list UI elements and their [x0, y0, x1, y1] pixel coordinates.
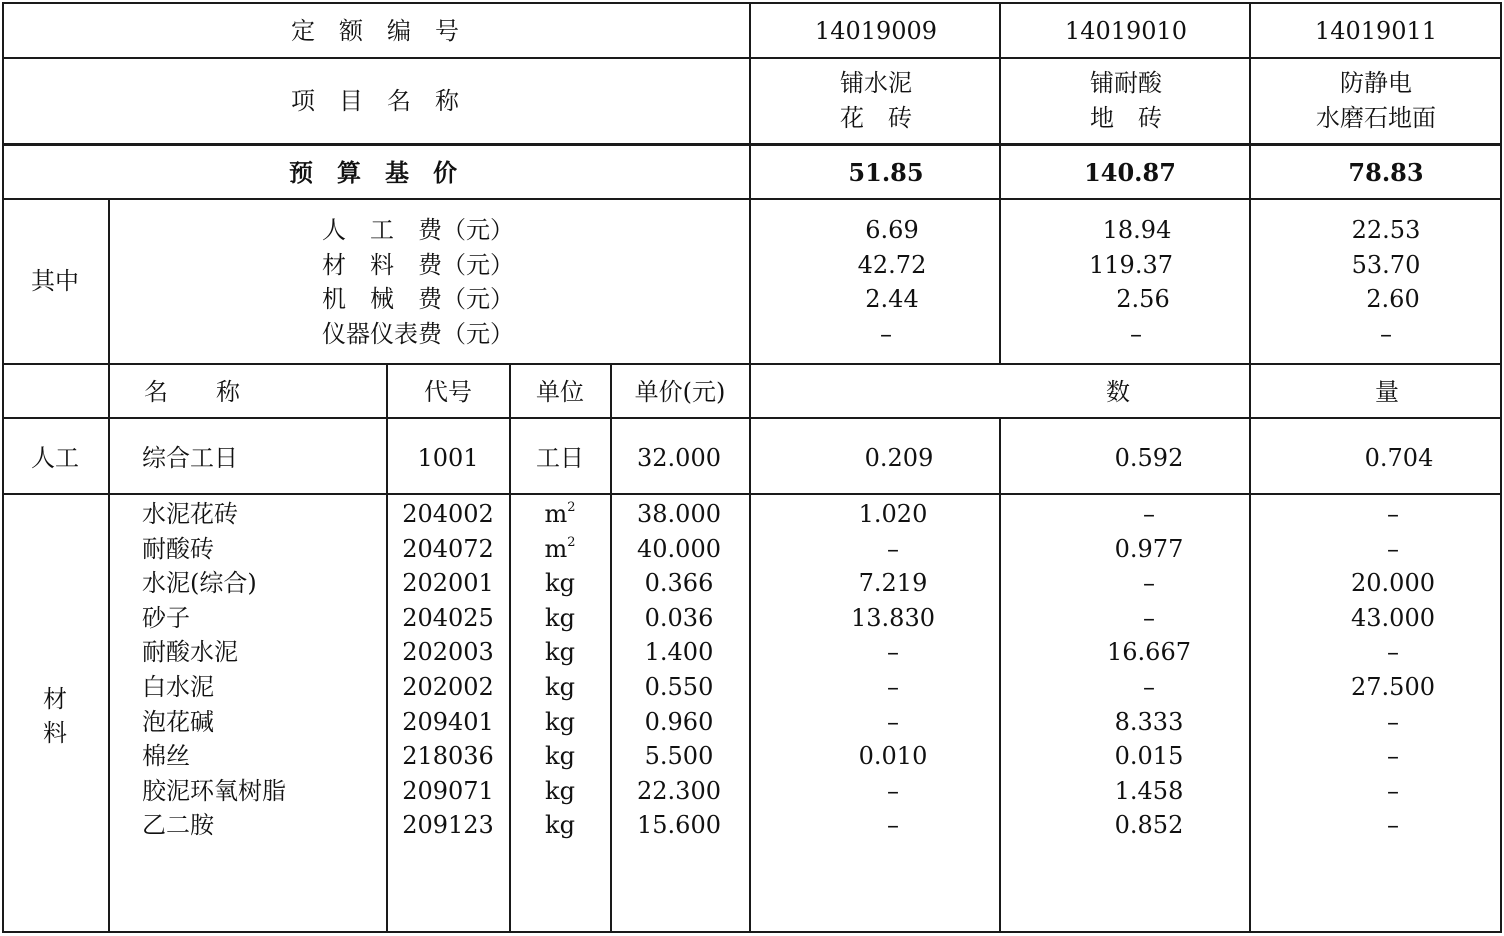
- material-qty-2: –: [1143, 604, 1155, 632]
- material-qty-1: 7.219: [858, 569, 928, 597]
- cost-2-labor: 18.94: [1102, 216, 1172, 244]
- rule-after-code: [2, 57, 1502, 59]
- material-name: 白水泥: [142, 673, 214, 701]
- material-price: 38.000: [637, 500, 721, 528]
- cost-1-labor: 6.69: [865, 216, 919, 244]
- material-price: 15.600: [637, 811, 721, 839]
- material-qty-3: 27.500: [1351, 673, 1435, 701]
- rule-top: [2, 2, 1502, 4]
- material-price: 5.500: [644, 742, 714, 770]
- rule-col1-col2b: [999, 417, 1001, 933]
- material-code: 204072: [402, 535, 494, 563]
- material-code: 202002: [402, 673, 494, 701]
- budget-base-3: 78.83: [1348, 158, 1424, 187]
- labor-code: 1001: [417, 444, 479, 472]
- budget-base-1: 51.85: [848, 158, 924, 187]
- rule-unit-price: [610, 363, 612, 933]
- material-name: 乙二胺: [142, 811, 214, 839]
- unit-base: m: [544, 535, 568, 563]
- cost-1-machine: 2.44: [865, 285, 919, 313]
- item-name-3a: 防静电: [1340, 69, 1412, 97]
- cost-3-labor: 22.53: [1351, 216, 1421, 244]
- labor-group: 人工: [31, 444, 79, 472]
- cost-label-material: 材 料 费（元）: [322, 251, 514, 279]
- rule-after-name: [2, 143, 1502, 146]
- material-unit: [544, 497, 575, 531]
- materials-group-1: 材: [43, 685, 67, 713]
- material-code: 218036: [402, 742, 494, 770]
- item-name-2b: 地 砖: [1090, 104, 1162, 132]
- material-code: 204002: [402, 500, 494, 528]
- material-unit: kg: [545, 777, 575, 805]
- subheader-qty-1: 数: [1106, 378, 1130, 406]
- material-qty-2: 0.977: [1114, 535, 1184, 563]
- cost-label-labor: 人 工 费（元）: [322, 216, 514, 244]
- material-unit: [544, 532, 575, 566]
- quota-no-label: 定 额 编 号: [291, 17, 459, 45]
- material-name: 砂子: [142, 604, 190, 632]
- rule-after-labor: [2, 493, 1502, 495]
- material-price: 0.036: [644, 604, 714, 632]
- material-code: 209401: [402, 708, 494, 736]
- material-qty-1: –: [887, 638, 899, 666]
- cost-label-instrument: 仪器仪表费（元）: [322, 320, 514, 348]
- material-unit: kg: [545, 569, 575, 597]
- rule-bottom: [2, 931, 1502, 933]
- material-unit: kg: [545, 604, 575, 632]
- cost-2-instrument: –: [1130, 320, 1142, 348]
- rule-col2-col3: [1249, 2, 1251, 933]
- material-name: 水泥(综合): [142, 569, 257, 597]
- cost-3-material: 53.70: [1351, 251, 1421, 279]
- rule-left: [2, 2, 4, 933]
- rule-after-budget: [2, 198, 1502, 200]
- quota-code-3: 14019011: [1314, 17, 1438, 45]
- material-code: 202003: [402, 638, 494, 666]
- rule-group: [108, 198, 110, 933]
- among-label: 其中: [31, 267, 79, 295]
- unit-exponent: 2: [567, 535, 576, 550]
- cost-2-material: 119.37: [1089, 251, 1173, 279]
- labor-qty-3: 0.704: [1364, 444, 1434, 472]
- rule-code-unit: [509, 363, 511, 933]
- quota-code-2: 14019010: [1064, 17, 1188, 45]
- cost-2-machine: 2.56: [1116, 285, 1170, 313]
- unit-exponent: 2: [567, 500, 576, 515]
- item-name-label: 项 目 名 称: [291, 87, 459, 115]
- material-code: 209123: [402, 811, 494, 839]
- material-price: 22.300: [637, 777, 721, 805]
- material-name: 胶泥环氧树脂: [142, 777, 286, 805]
- rule-after-subheader: [2, 417, 1502, 419]
- material-qty-1: –: [887, 673, 899, 701]
- rule-after-costs: [2, 363, 1502, 365]
- material-price: 0.960: [644, 708, 714, 736]
- material-qty-2: 0.015: [1114, 742, 1184, 770]
- quota-code-1: 14019009: [814, 17, 938, 45]
- material-qty-3: –: [1387, 708, 1399, 736]
- material-qty-3: –: [1387, 777, 1399, 805]
- material-qty-3: 43.000: [1351, 604, 1435, 632]
- budget-base-2: 140.87: [1084, 158, 1176, 187]
- rule-name-code: [386, 363, 388, 933]
- budget-base-label: 预 算 基 价: [289, 158, 457, 187]
- material-name: 耐酸水泥: [142, 638, 238, 666]
- material-price: 0.366: [644, 569, 714, 597]
- material-qty-2: 8.333: [1114, 708, 1184, 736]
- material-name: 泡花碱: [142, 708, 214, 736]
- materials-group-2: 料: [43, 719, 67, 747]
- cost-1-material: 42.72: [857, 251, 927, 279]
- material-qty-2: –: [1143, 673, 1155, 701]
- material-code: 204025: [402, 604, 494, 632]
- rule-col1-col2a: [999, 2, 1001, 363]
- material-price: 40.000: [637, 535, 721, 563]
- material-unit: kg: [545, 638, 575, 666]
- material-qty-1: –: [887, 708, 899, 736]
- labor-qty-1: 0.209: [864, 444, 934, 472]
- material-qty-3: –: [1387, 638, 1399, 666]
- material-price: 0.550: [644, 673, 714, 701]
- material-unit: kg: [545, 742, 575, 770]
- cost-1-instrument: –: [880, 320, 892, 348]
- subheader-name: 名 称: [144, 378, 240, 406]
- labor-price: 32.000: [637, 444, 721, 472]
- item-name-1a: 铺水泥: [840, 69, 912, 97]
- unit-base: m: [544, 500, 568, 528]
- material-name: 水泥花砖: [142, 500, 238, 528]
- material-qty-2: –: [1143, 500, 1155, 528]
- item-name-3b: 水磨石地面: [1316, 104, 1436, 132]
- material-code: 209071: [402, 777, 494, 805]
- material-unit: kg: [545, 811, 575, 839]
- material-qty-1: –: [887, 811, 899, 839]
- material-qty-3: 20.000: [1351, 569, 1435, 597]
- material-qty-1: 1.020: [858, 500, 928, 528]
- material-qty-1: –: [887, 777, 899, 805]
- item-name-2a: 铺耐酸: [1090, 69, 1162, 97]
- material-qty-1: 0.010: [858, 742, 928, 770]
- material-qty-3: –: [1387, 535, 1399, 563]
- material-qty-3: –: [1387, 500, 1399, 528]
- subheader-price: 单价(元): [634, 378, 726, 406]
- subheader-code: 代号: [424, 378, 472, 406]
- item-name-1b: 花 砖: [840, 104, 912, 132]
- labor-unit: 工日: [536, 444, 584, 472]
- material-unit: kg: [545, 708, 575, 736]
- material-qty-1: 13.830: [851, 604, 935, 632]
- cost-3-instrument: –: [1380, 320, 1392, 348]
- labor-name: 综合工日: [142, 444, 238, 472]
- subheader-qty-2: 量: [1375, 378, 1399, 406]
- material-name: 棉丝: [142, 742, 190, 770]
- material-qty-3: –: [1387, 742, 1399, 770]
- material-qty-3: –: [1387, 811, 1399, 839]
- material-unit: kg: [545, 673, 575, 701]
- rule-right: [1500, 2, 1502, 933]
- cost-3-machine: 2.60: [1366, 285, 1420, 313]
- material-qty-2: 1.458: [1114, 777, 1184, 805]
- subheader-unit: 单位: [536, 378, 584, 406]
- rule-price-col1: [749, 2, 751, 933]
- material-code: 202001: [402, 569, 494, 597]
- cost-label-machine: 机 械 费（元）: [322, 285, 514, 313]
- labor-qty-2: 0.592: [1114, 444, 1184, 472]
- material-price: 1.400: [644, 638, 714, 666]
- material-qty-2: 16.667: [1107, 638, 1191, 666]
- material-qty-2: –: [1143, 569, 1155, 597]
- material-name: 耐酸砖: [142, 535, 214, 563]
- material-qty-2: 0.852: [1114, 811, 1184, 839]
- material-qty-1: –: [887, 535, 899, 563]
